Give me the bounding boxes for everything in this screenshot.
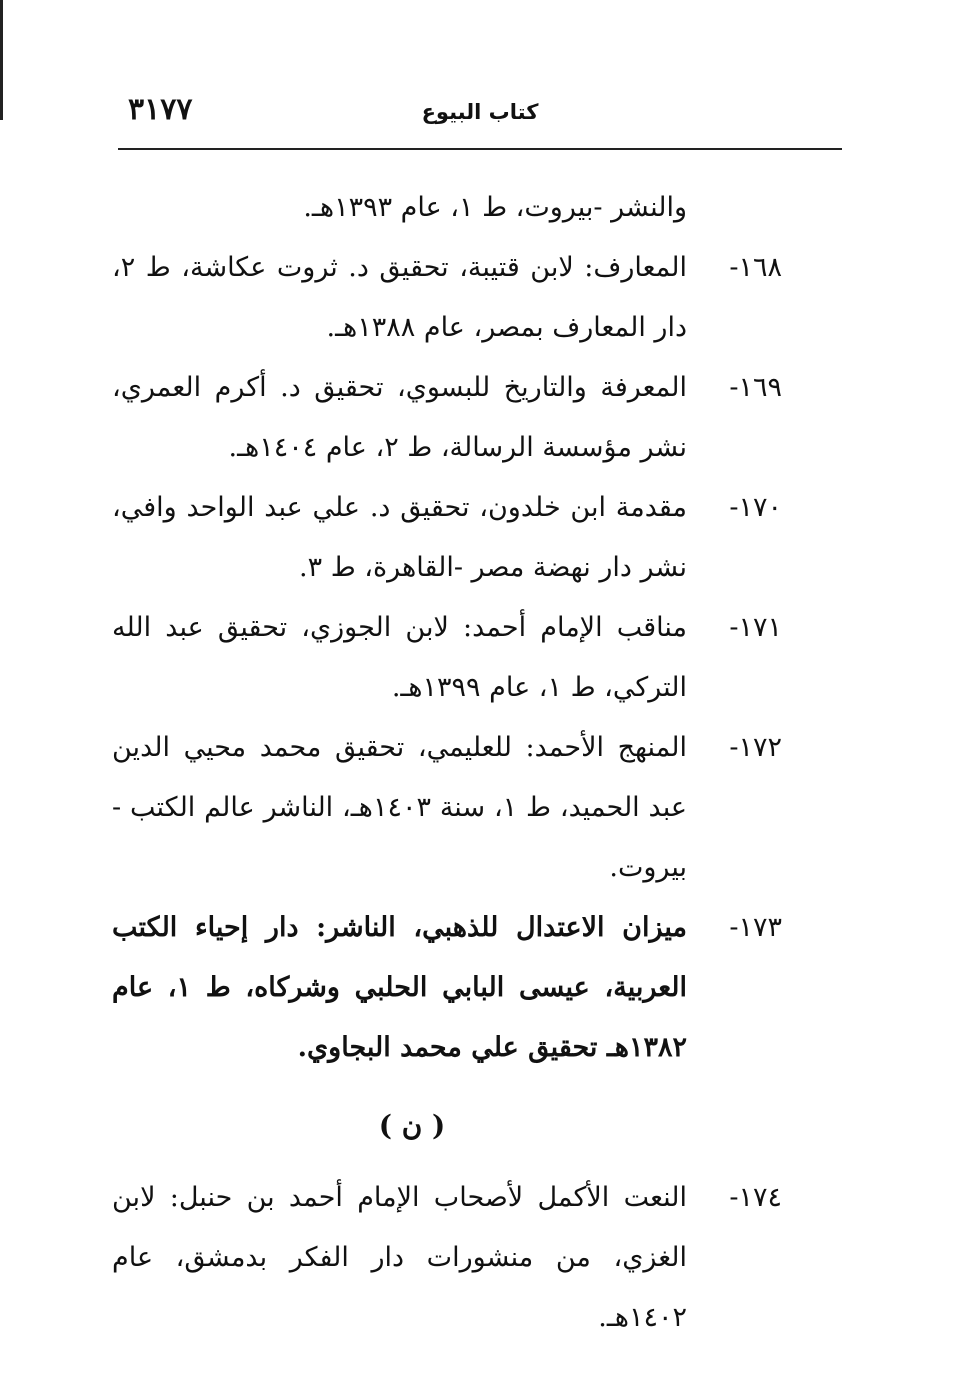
header-divider bbox=[118, 148, 842, 150]
entry-text: النعت الأكمل لأصحاب الإمام أحمد بن حنبل: لابن الغزي، من منشورات دار الفكر بدمشق، عام ١٤٠٢هـ. bbox=[112, 1182, 687, 1333]
entry-continuation: والنشر -بيروت، ط ١، عام ١٣٩٣هـ. bbox=[303, 192, 687, 223]
running-title: كتاب البيوع bbox=[421, 100, 539, 124]
page-header bbox=[118, 92, 842, 152]
entry-number: ١٧٢- bbox=[729, 732, 782, 763]
bibliography-entry-172 bbox=[112, 718, 782, 898]
entry-text: مقدمة ابن خلدون، تحقيق د. علي عبد الواحد وافي، نشر دار نهضة مصر -القاهرة، ط ٣. bbox=[112, 492, 687, 583]
entry-number: ١٧٣- bbox=[729, 912, 782, 943]
entry-number: ١٧٠- bbox=[729, 492, 782, 523]
entry-text: المعارف: لابن قتيبة، تحقيق د. ثروت عكاشة، ط ٢، دار المعارف بمصر، عام ١٣٨٨هـ. bbox=[112, 252, 687, 343]
entry-number: ١٧٤- bbox=[729, 1182, 782, 1213]
bibliography-entry-169 bbox=[112, 358, 782, 478]
page-edge-line bbox=[0, 0, 3, 120]
bibliography-entry-174 bbox=[112, 1168, 782, 1348]
entry-text: المنهج الأحمد: للعليمي، تحقيق محمد محيي الدين عبد الحميد، ط ١، سنة ١٤٠٣هـ، الناشر عالم الكتب - بيروت. bbox=[112, 732, 687, 883]
entry-text: مناقب الإمام أحمد: لابن الجوزي، تحقيق عبد الله التركي، ط ١، عام ١٣٩٩هـ. bbox=[112, 612, 687, 703]
entry-number: ١٦٩- bbox=[729, 372, 782, 403]
section-heading: ( ن ) bbox=[378, 1109, 446, 1142]
entry-number: ١٧١- bbox=[729, 612, 782, 643]
entry-text: ميزان الاعتدال للذهبي، الناشر: دار إحياء الكتب العربية، عيسى البابي الحلبي وشركاه، ط ١، عام ١٣٨٢هـ تحقيق علي محمد البجاوي. bbox=[112, 912, 688, 1063]
bibliography-entry-173 bbox=[112, 898, 782, 1078]
bibliography-list bbox=[112, 178, 782, 1348]
bibliography-entry-171 bbox=[112, 598, 782, 718]
bibliography-entry-168 bbox=[112, 238, 782, 358]
bibliography-entry-170 bbox=[112, 478, 782, 598]
entry-number: ١٦٨- bbox=[729, 252, 782, 283]
page-number: ٣١٧٧ bbox=[128, 92, 193, 127]
entry-text: المعرفة والتاريخ للبسوي، تحقيق د. أكرم العمري، نشر مؤسسة الرسالة، ط ٢، عام ١٤٠٤هـ. bbox=[112, 372, 687, 463]
